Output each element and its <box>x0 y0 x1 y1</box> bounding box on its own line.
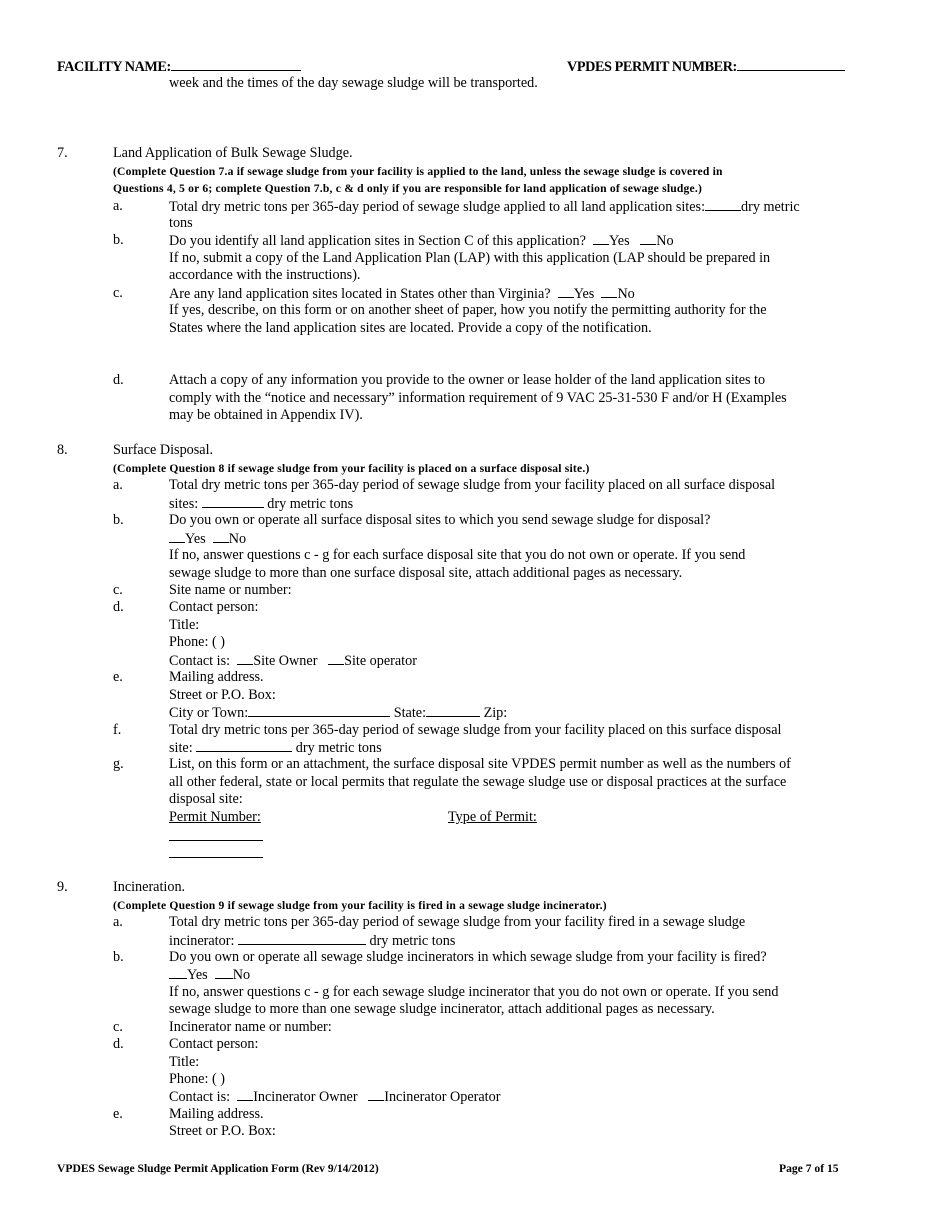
q8f-text-2: site: dry metric tons <box>169 740 382 756</box>
q7a-text: Total dry metric tons per 365-day period of sewage sludge applied to all land application sites: dry metric <box>169 199 800 215</box>
footer-page-number: Page 7 of 15 <box>779 1162 839 1175</box>
q8g-letter: g. <box>113 756 124 772</box>
q7a-text-2: tons <box>169 215 193 231</box>
q8-instruction: (Complete Question 8 if sewage sludge from your facility is placed on a surface disposal site.) <box>113 462 590 475</box>
q8a-tons-blank[interactable] <box>202 495 264 508</box>
q7b-letter: b. <box>113 232 124 248</box>
q9a-letter: a. <box>113 914 123 930</box>
q8g-type-of-permit-header: Type of Permit: <box>448 809 537 825</box>
q8f-tons-blank[interactable] <box>196 739 292 752</box>
q9e-letter: e. <box>113 1106 123 1122</box>
permit-number-blank[interactable] <box>737 58 845 71</box>
q9d-contact-person: Contact person: <box>169 1036 259 1052</box>
q8-number: 8. <box>57 442 68 458</box>
q8e-mailing: Mailing address. <box>169 669 264 685</box>
q8g-text-1: List, on this form or an attachment, the surface disposal site VPDES permit number as well as the numbers of <box>169 756 791 772</box>
q9-instruction: (Complete Question 9 if sewage sludge from your facility is fired in a sewage sludge incinerator.) <box>113 899 607 912</box>
q8a-letter: a. <box>113 477 123 493</box>
q7b-text-3: accordance with the instructions). <box>169 267 361 283</box>
q8e-state-blank[interactable] <box>426 704 480 717</box>
q8g-text-3: disposal site: <box>169 791 243 807</box>
q8e-street: Street or P.O. Box: <box>169 687 276 703</box>
q7c-yes-blank[interactable] <box>558 285 574 298</box>
q8-title: Surface Disposal. <box>113 442 214 458</box>
q7d-letter: d. <box>113 372 124 388</box>
q9b-no-blank[interactable] <box>215 966 233 979</box>
q7b-yes-blank[interactable] <box>593 232 609 245</box>
q9-title: Incineration. <box>113 879 186 895</box>
q9b-yes-blank[interactable] <box>169 966 187 979</box>
q9d-owner-blank[interactable] <box>237 1088 253 1101</box>
facility-name-blank[interactable] <box>171 58 301 71</box>
q8b-question: Do you own or operate all surface disposal sites to which you send sewage sludge for disposal? <box>169 512 711 528</box>
q8d-title: Title: <box>169 617 200 633</box>
q8e-city-blank[interactable] <box>248 704 390 717</box>
q7a-tons-blank[interactable] <box>705 198 741 211</box>
q9a-text-2: incinerator: dry metric tons <box>169 933 456 949</box>
q8b-yes-blank[interactable] <box>169 530 185 543</box>
q9d-phone: Phone: ( ) <box>169 1071 225 1087</box>
q9b-question: Do you own or operate all sewage sludge incinerators in which sewage sludge from your facility is fired? <box>169 949 767 965</box>
q9b-text-4: sewage sludge to more than one sewage sludge incinerator, attach additional pages as necessary. <box>169 1001 715 1017</box>
q7c-no-blank[interactable] <box>601 285 617 298</box>
q9a-tons-blank[interactable] <box>238 932 366 945</box>
q8d-phone: Phone: ( ) <box>169 634 225 650</box>
q8c-letter: c. <box>113 582 123 598</box>
q8b-letter: b. <box>113 512 124 528</box>
q8e-letter: e. <box>113 669 123 685</box>
q7-instruction-1: (Complete Question 7.a if sewage sludge from your facility is applied to the land, unless the sewage sludge is covered in <box>113 165 723 178</box>
q9e-street: Street or P.O. Box: <box>169 1123 276 1139</box>
q8a-text-1: Total dry metric tons per 365-day period of sewage sludge from your facility placed on all surface disposal <box>169 477 776 493</box>
q8d-contact-person: Contact person: <box>169 599 259 615</box>
q8d-site-operator-blank[interactable] <box>328 652 344 665</box>
q7b-question: Do you identify all land application sites in Section C of this application? Yes No <box>169 233 674 249</box>
q8b-text-3: If no, answer questions c - g for each surface disposal site that you do not own or operate. If you send <box>169 547 746 563</box>
q8g-permit-number-header: Permit Number: <box>169 809 261 825</box>
q7c-text-3: States where the land application sites are located. Provide a copy of the notification. <box>169 320 652 336</box>
q8g-text-2: all other federal, state or local permits that regulate the sewage sludge use or disposal practices at the surface <box>169 774 787 790</box>
carryover-text: week and the times of the day sewage sludge will be transported. <box>169 75 538 91</box>
q7c-letter: c. <box>113 285 123 301</box>
q7a-letter: a. <box>113 198 123 214</box>
q9c-incinerator-name: Incinerator name or number: <box>169 1019 332 1035</box>
q8d-contact-is: Contact is: Site Owner Site operator <box>169 653 417 669</box>
q8g-permit-line-1[interactable] <box>169 840 263 841</box>
q9e-mailing: Mailing address. <box>169 1106 264 1122</box>
q7d-text-2: comply with the “notice and necessary” information requirement of 9 VAC 25-31-530 F and/or H (Examples <box>169 390 787 406</box>
q9b-letter: b. <box>113 949 124 965</box>
q9d-contact-is: Contact is: Incinerator Owner Incinerator Operator <box>169 1089 501 1105</box>
q7d-text-3: may be obtained in Appendix IV). <box>169 407 363 423</box>
q8f-text-1: Total dry metric tons per 365-day period of sewage sludge from your facility placed on this surface disposal <box>169 722 782 738</box>
q9d-title: Title: <box>169 1054 200 1070</box>
q8e-city-state-zip: City or Town: State: Zip: <box>169 705 508 721</box>
q8a-text-2: sites: dry metric tons <box>169 496 354 512</box>
q9a-text-1: Total dry metric tons per 365-day period of sewage sludge from your facility fired in a sewage sludge <box>169 914 746 930</box>
q9b-text-3: If no, answer questions c - g for each sewage sludge incinerator that you do not own or operate. If you send <box>169 984 779 1000</box>
q9d-operator-blank[interactable] <box>368 1088 384 1101</box>
q8d-letter: d. <box>113 599 124 615</box>
q8f-letter: f. <box>113 722 122 738</box>
q7b-no-blank[interactable] <box>640 232 656 245</box>
q7d-text-1: Attach a copy of any information you provide to the owner or lease holder of the land application sites to <box>169 372 766 388</box>
q7-number: 7. <box>57 145 68 161</box>
q9-number: 9. <box>57 879 68 895</box>
q7c-text-2: If yes, describe, on this form or on another sheet of paper, how you notify the permitting authority for the <box>169 302 767 318</box>
footer-form-title: VPDES Sewage Sludge Permit Application Form (Rev 9/14/2012) <box>57 1162 379 1175</box>
q9b-yes-no: Yes No <box>169 966 250 984</box>
q8d-site-owner-blank[interactable] <box>237 652 253 665</box>
q8c-site-name: Site name or number: <box>169 582 292 598</box>
q8b-yes-no: Yes No <box>169 530 246 548</box>
q8g-permit-line-2[interactable] <box>169 857 263 858</box>
q9c-letter: c. <box>113 1019 123 1035</box>
facility-name-label: FACILITY NAME: <box>57 58 301 76</box>
q7-title: Land Application of Bulk Sewage Sludge. <box>113 145 353 161</box>
q7c-question: Are any land application sites located in States other than Virginia? Yes No <box>169 286 635 302</box>
q7-instruction-2: Questions 4, 5 or 6; complete Question 7.b, c & d only if you are responsible for land application of sewage sludge.) <box>113 182 703 195</box>
permit-number-label: VPDES PERMIT NUMBER: <box>567 58 845 76</box>
q9d-letter: d. <box>113 1036 124 1052</box>
q7b-text-2: If no, submit a copy of the Land Application Plan (LAP) with this application (LAP should be prepared in <box>169 250 771 266</box>
q8b-text-4: sewage sludge to more than one surface disposal site, attach additional pages as necessary. <box>169 565 683 581</box>
q8b-no-blank[interactable] <box>213 530 229 543</box>
